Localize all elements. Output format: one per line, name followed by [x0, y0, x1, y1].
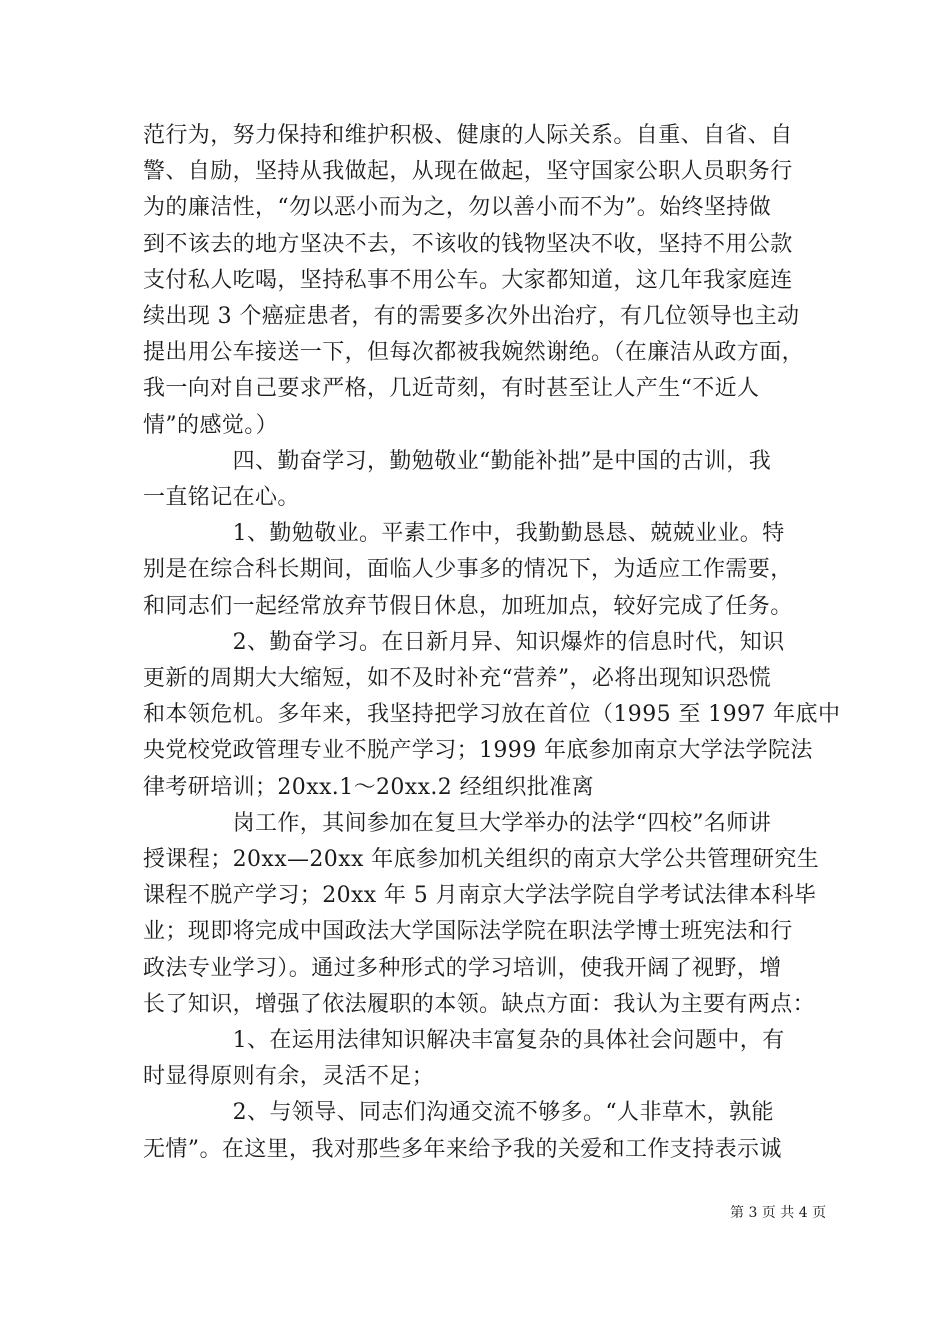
text-line: 无情”。在这里，我对那些多年来给予我的关爱和工作支持表示诚 — [143, 1136, 782, 1162]
text-line: 提出用公车接送一下，但每次都被我婉然谢绝。（在廉洁从政方面， — [143, 340, 805, 366]
text-line: 一直铭记在心。 — [143, 485, 300, 511]
text-line: 岗工作，其间参加在复旦大学举办的法学“四校”名师讲 — [143, 810, 772, 836]
body-text — [143, 118, 841, 1168]
text-line: 授课程；20xx—20xx 年底参加机关组织的南京大学公共管理研究生 — [143, 847, 820, 873]
document-body — [143, 118, 841, 1168]
text-line: 2、与领导、同志们沟通交流不够多。“人非草木，孰能 — [143, 1100, 774, 1126]
text-line: 2、勤奋学习。在日新月异、知识爆炸的信息时代，知识 — [143, 629, 785, 655]
text-line: 政法专业学习）。通过多种形式的学习培训，使我开阔了视野，增 — [143, 955, 782, 981]
text-line: 长了知识，增强了依法履职的本领。缺点方面：我认为主要有两点： — [143, 991, 816, 1017]
text-line: 别是在综合科长期间，面临人少事多的情况下，为适应工作需要， — [143, 557, 793, 583]
page-number: 第 3 页 共 4 页 — [730, 1205, 827, 1221]
text-line: 为的廉洁性，“勿以恶小而为之，勿以善小而不为”。始终坚持做 — [143, 195, 772, 221]
text-line: 和本领危机。多年来，我坚持把学习放在首位（1995 至 1997 年底中 — [143, 702, 841, 728]
text-line: 央党校党政管理专业不脱产学习；1999 年底参加南京大学法学院法 — [143, 738, 813, 764]
text-line: 时显得原则有余，灵活不足； — [143, 1064, 435, 1090]
text-line: 四、勤奋学习，勤勉敬业“勤能补拙”是中国的古训，我 — [143, 448, 772, 474]
text-line: 续出现 3 个癌症患者，有的需要多次外出治疗，有几位领导也主动 — [143, 304, 800, 330]
text-line: 情”的感觉。） — [143, 412, 279, 438]
text-line: 和同志们一起经常放弃节假日休息，加班加点，较好完成了任务。 — [143, 593, 793, 619]
text-line: 业；现即将完成中国政法大学国际法学院在职法学博士班宪法和行 — [143, 919, 793, 945]
text-line: 1、在运用法律知识解决丰富复杂的具体社会问题中，有 — [143, 1028, 785, 1054]
text-line: 支付私人吃喝，坚持私事不用公车。大家都知道，这几年我家庭连 — [143, 267, 793, 293]
text-line: 范行为，努力保持和维护积极、健康的人际关系。自重、自省、自 — [143, 123, 793, 148]
text-line: 我一向对自己要求严格，几近苛刻，有时甚至让人产生“不近人 — [143, 376, 760, 402]
text-line: 到不该去的地方坚决不去，不该收的钱物坚决不收，坚持不用公款 — [143, 231, 793, 257]
text-line: 律考研培训；20xx.1～20xx.2 经组织批准离 — [143, 774, 594, 800]
text-line: 课程不脱产学习；20xx 年 5 月南京大学法学院自学考试法律本科毕 — [143, 883, 817, 909]
text-line: 1、勤勉敬业。平素工作中，我勤勤恳恳、兢兢业业。特 — [143, 521, 785, 547]
text-line: 警、自励，坚持从我做起，从现在做起，坚守国家公职人员职务行 — [143, 159, 793, 185]
text-line: 更新的周期大大缩短，如不及时补充“营养”，必将出现知识恐慌 — [143, 666, 772, 692]
